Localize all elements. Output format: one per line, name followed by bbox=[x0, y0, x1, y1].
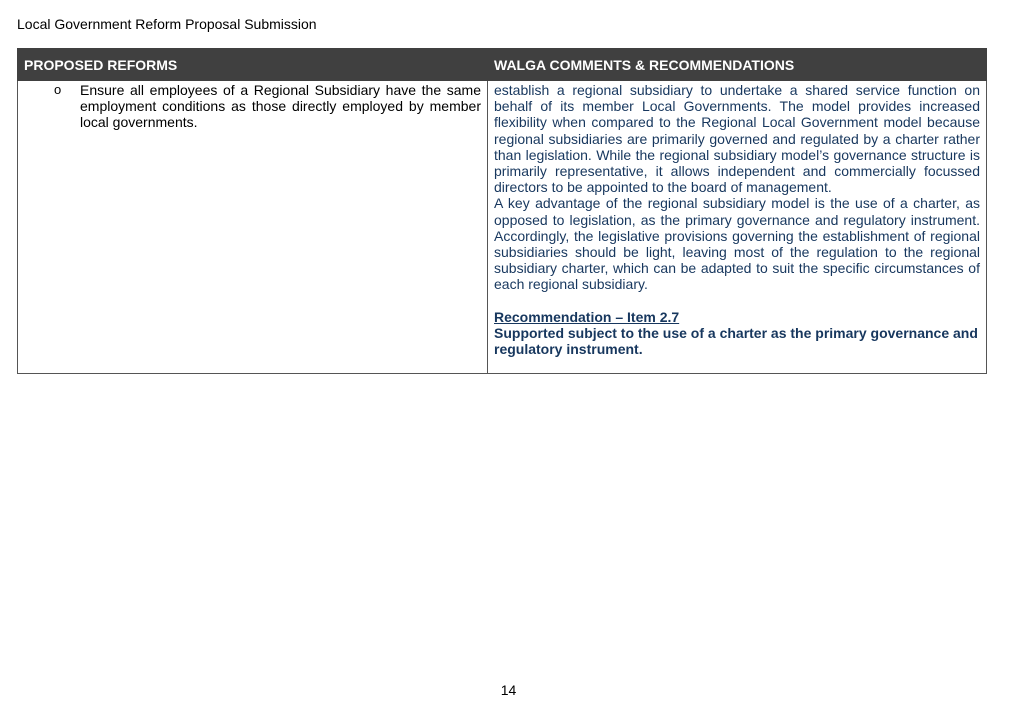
recommendation-title: Recommendation – Item 2.7 bbox=[494, 308, 680, 325]
reform-bullet-item bbox=[24, 82, 481, 131]
table-row bbox=[18, 81, 987, 374]
running-header: Local Government Reform Proposal Submission bbox=[17, 16, 317, 32]
reform-table bbox=[17, 48, 987, 374]
comment-paragraph: establish a regional subsidiary to undertake a shared service function on behalf of its member Local Governments. The model provides increased flexibility when compared to the Regional Local Government model because regional subsidiaries are primarily governed and regulated by a charter rather than legislation. While the regional subsidiary model’s governance structure is primarily representative, it allows independent and commercially focussed directors to be appointed to the board of management. bbox=[494, 82, 980, 196]
column-header-walga-comments: WALGA COMMENTS & RECOMMENDATIONS bbox=[488, 49, 987, 81]
proposed-reform-cell bbox=[18, 81, 488, 374]
column-header-proposed-reforms: PROPOSED REFORMS bbox=[18, 49, 488, 81]
paragraph-spacer bbox=[494, 293, 980, 309]
table-header-row bbox=[18, 49, 987, 81]
recommendation-text: Supported subject to the use of a charter as the primary governance and regulatory instrument. bbox=[494, 324, 978, 358]
circle-bullet-icon: o bbox=[54, 82, 62, 97]
walga-comments-cell bbox=[488, 81, 987, 374]
page-number: 14 bbox=[500, 682, 517, 698]
reform-text: Ensure all employees of a Regional Subsidiary have the same employment conditions as those directly employed by member local governments. bbox=[80, 82, 481, 131]
comment-paragraph: A key advantage of the regional subsidiary model is the use of a charter, as opposed to legislation, as the primary governance and regulatory instrument. Accordingly, the legislative provisions governing the establishment of regional subsidiaries should be light, leaving most of the regulation to the regional subsidiary charter, which can be adapted to suit the specific circumstances of each regional subsidiary. bbox=[494, 195, 980, 293]
